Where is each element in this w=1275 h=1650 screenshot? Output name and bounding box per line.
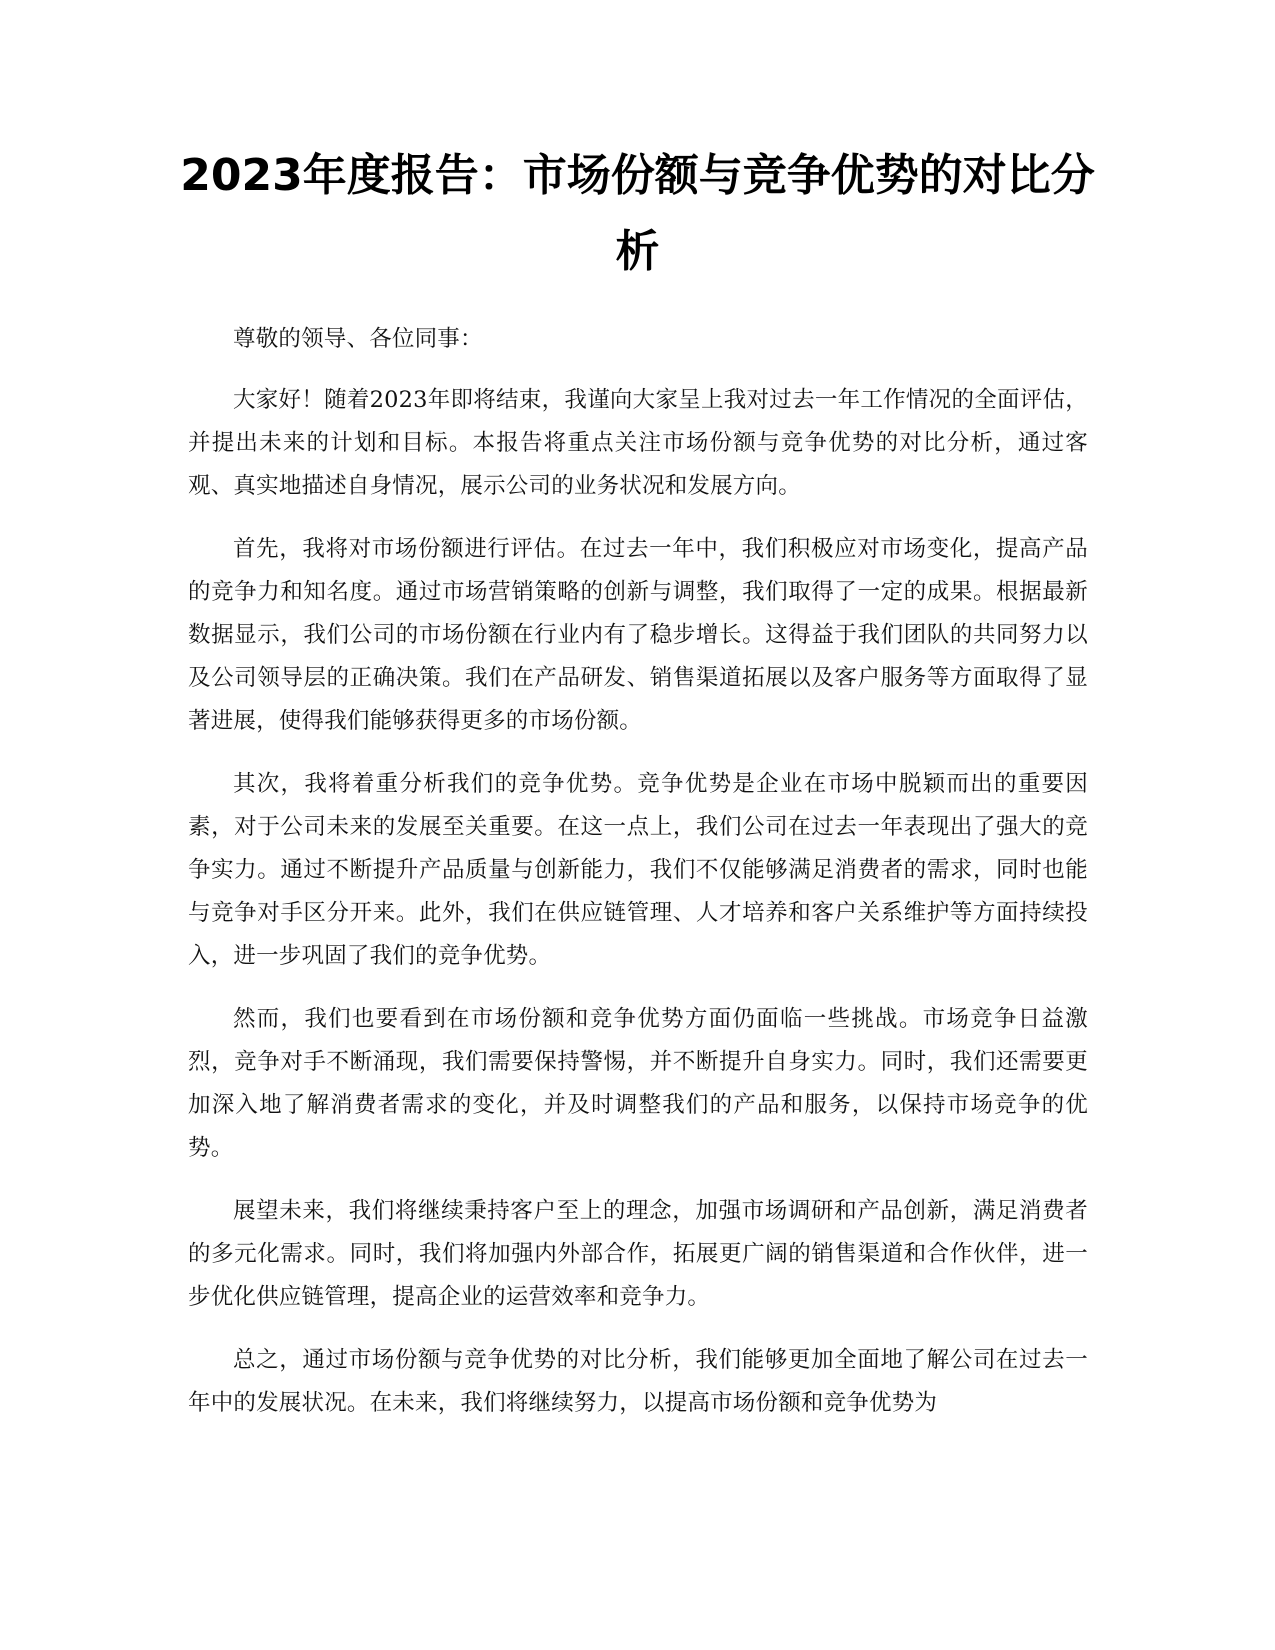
salutation-paragraph: 尊敬的领导、各位同事： <box>233 326 483 352</box>
document-title: 2023年度报告：市场份额与竞争优势的对比分析 <box>180 150 1095 277</box>
competitive-advantage-paragraph: 其次，我将着重分析我们的竞争优势。竞争优势是企业在市场中脱颖而出的重要因素，对于公司未来的发展至关重要。在这一点上，我们公司在过去一年表现出了强大的竞争实力。通过不断提升产品质量与创新能力，我们不仅能够满足消费者的需求，同时也能与竞争对手区分开来。此外，我们在供应链管理、人才培养和客户关系维护等方面持续投入，进一步巩固了我们的竞争优势。 <box>188 771 1088 969</box>
market-share-paragraph: 首先，我将对市场份额进行评估。在过去一年中，我们积极应对市场变化，提高产品的竞争力和知名度。通过市场营销策略的创新与调整，我们取得了一定的成果。根据最新数据显示，我们公司的市场份额在行业内有了稳步增长。这得益于我们团队的共同努力以及公司领导层的正确决策。我们在产品研发、销售渠道拓展以及客户服务等方面取得了显著进展，使得我们能够获得更多的市场份额。 <box>188 536 1088 734</box>
outlook-paragraph: 展望未来，我们将继续秉持客户至上的理念，加强市场调研和产品创新，满足消费者的多元化需求。同时，我们将加强内外部合作，拓展更广阔的销售渠道和合作伙伴，进一步优化供应链管理，提高企业的运营效率和竞争力。 <box>188 1198 1088 1310</box>
challenges-paragraph: 然而，我们也要看到在市场份额和竞争优势方面仍面临一些挑战。市场竞争日益激烈，竞争对手不断涌现，我们需要保持警惕，并不断提升自身实力。同时，我们还需要更加深入地了解消费者需求的变化，并及时调整我们的产品和服务，以保持市场竞争的优势。 <box>188 1006 1088 1161</box>
document-body <box>188 318 1088 1445</box>
intro-paragraph: 大家好！随着2023年即将结束，我谨向大家呈上我对过去一年工作情况的全面评估，并提出未来的计划和目标。本报告将重点关注市场份额与竞争优势的对比分析，通过客观、真实地描述自身情况，展示公司的业务状况和发展方向。 <box>188 387 1088 499</box>
conclusion-paragraph: 总之，通过市场份额与竞争优势的对比分析，我们能够更加全面地了解公司在过去一年中的发展状况。在未来，我们将继续努力，以提高市场份额和竞争优势为 <box>188 1347 1088 1416</box>
